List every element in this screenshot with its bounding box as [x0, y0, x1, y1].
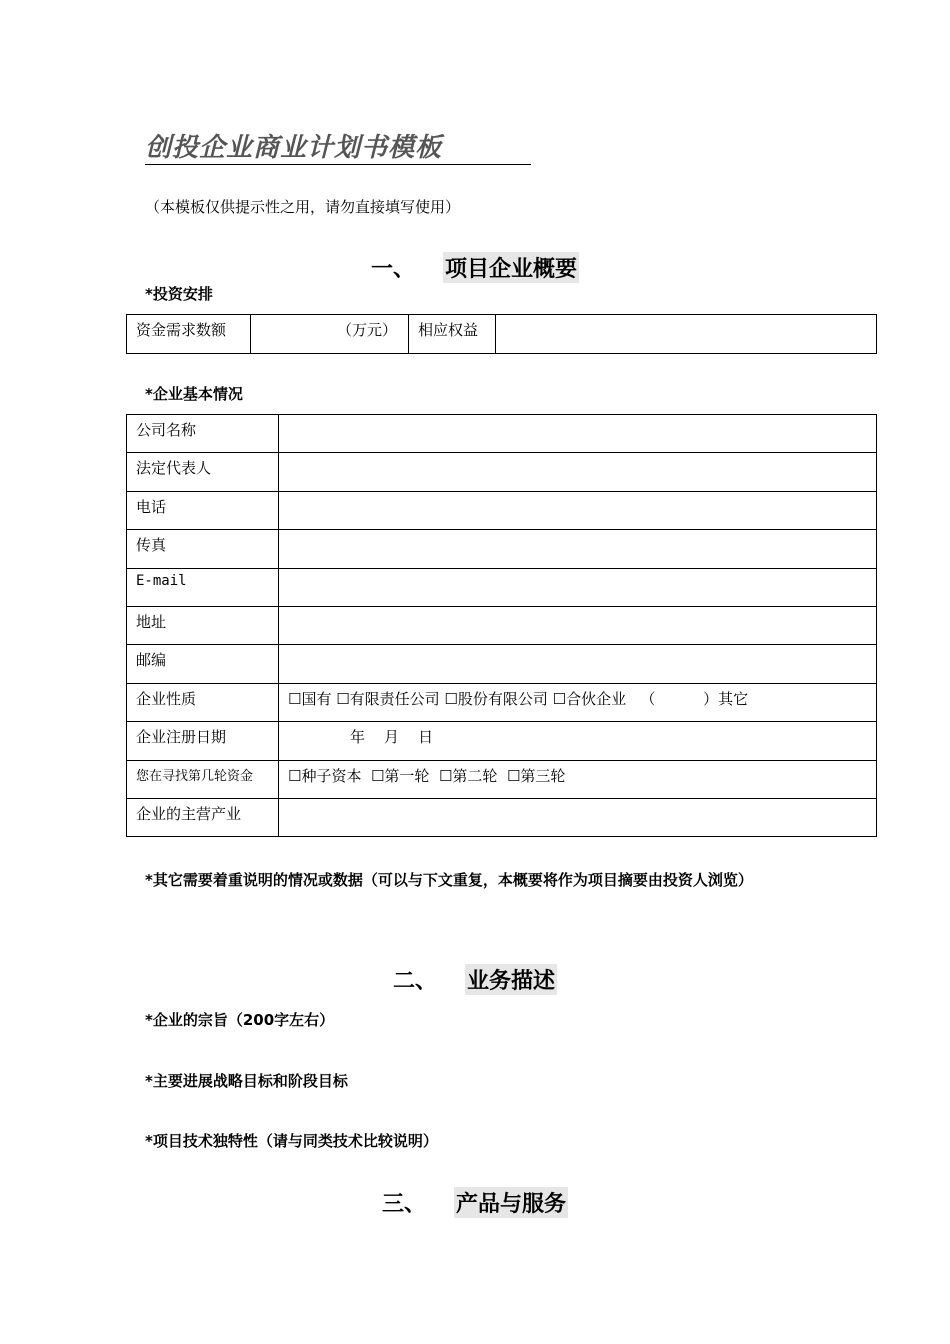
table-row — [127, 645, 877, 683]
company-info-table — [126, 414, 877, 837]
row-key: E-mail — [127, 568, 279, 606]
row-key: 传真 — [127, 530, 279, 568]
row-key: 企业注册日期 — [127, 722, 279, 760]
section-1-heading — [0, 252, 950, 283]
table-row — [127, 453, 877, 491]
investment-label: *投资安排 — [145, 285, 213, 303]
row-key: 您在寻找第几轮资金 — [127, 760, 279, 798]
section-3-number: 三、 — [381, 1192, 426, 1217]
equity-label: 相应权益 — [409, 315, 496, 354]
row-key: 企业性质 — [127, 683, 279, 721]
table-row — [127, 491, 877, 529]
row-key: 企业的主营产业 — [127, 798, 279, 836]
table-row — [127, 722, 877, 760]
table-row — [127, 760, 877, 798]
table-row — [127, 568, 877, 606]
row-key: 法定代表人 — [127, 453, 279, 491]
section-1-title: 项目企业概要 — [443, 252, 579, 283]
section-3-title: 产品与服务 — [454, 1187, 568, 1218]
row-value[interactable] — [279, 530, 877, 568]
section-2-number: 二、 — [392, 969, 437, 994]
row-key: 地址 — [127, 606, 279, 644]
company-type-options[interactable]: ☐国有 ☐有限责任公司 ☐股份有限公司 ☐合伙企业 （ ）其它 — [279, 683, 877, 721]
row-value[interactable] — [279, 491, 877, 529]
row-value[interactable] — [279, 415, 877, 453]
funding-label: 资金需求数额 — [127, 315, 251, 354]
row-key: 公司名称 — [127, 415, 279, 453]
table-row — [127, 683, 877, 721]
funding-amount-cell[interactable]: （万元） — [251, 315, 409, 354]
registration-date-field[interactable]: 年 月 日 — [279, 722, 877, 760]
section-2-heading — [0, 964, 950, 995]
additional-remark: *其它需要着重说明的情况或数据（可以与下文重复，本概要将作为项目摘要由投资人浏览） — [145, 871, 753, 889]
section-1-number: 一、 — [370, 257, 415, 282]
business-item: *主要进展战略目标和阶段目标 — [145, 1072, 348, 1090]
row-value[interactable] — [279, 453, 877, 491]
row-value[interactable] — [279, 568, 877, 606]
table-row — [127, 530, 877, 568]
template-note: （本模板仅供提示性之用，请勿直接填写使用） — [145, 198, 461, 216]
row-value[interactable] — [279, 606, 877, 644]
funding-round-options[interactable]: ☐种子资本 ☐第一轮 ☐第二轮 ☐第三轮 — [279, 760, 877, 798]
section-2-title: 业务描述 — [465, 964, 557, 995]
company-info-label: *企业基本情况 — [145, 385, 243, 403]
section-3-heading — [0, 1187, 950, 1218]
row-key: 邮编 — [127, 645, 279, 683]
table-row — [127, 415, 877, 453]
investment-table — [126, 314, 877, 354]
row-value[interactable] — [279, 645, 877, 683]
table-row — [127, 606, 877, 644]
business-item: *企业的宗旨（200字左右） — [145, 1011, 335, 1029]
row-value[interactable] — [279, 798, 877, 836]
business-item: *项目技术独特性（请与同类技术比较说明） — [145, 1132, 438, 1150]
row-key: 电话 — [127, 491, 279, 529]
table-row — [127, 798, 877, 836]
document-title: 创投企业商业计划书模板 — [145, 132, 531, 165]
equity-value-cell[interactable] — [496, 315, 877, 354]
